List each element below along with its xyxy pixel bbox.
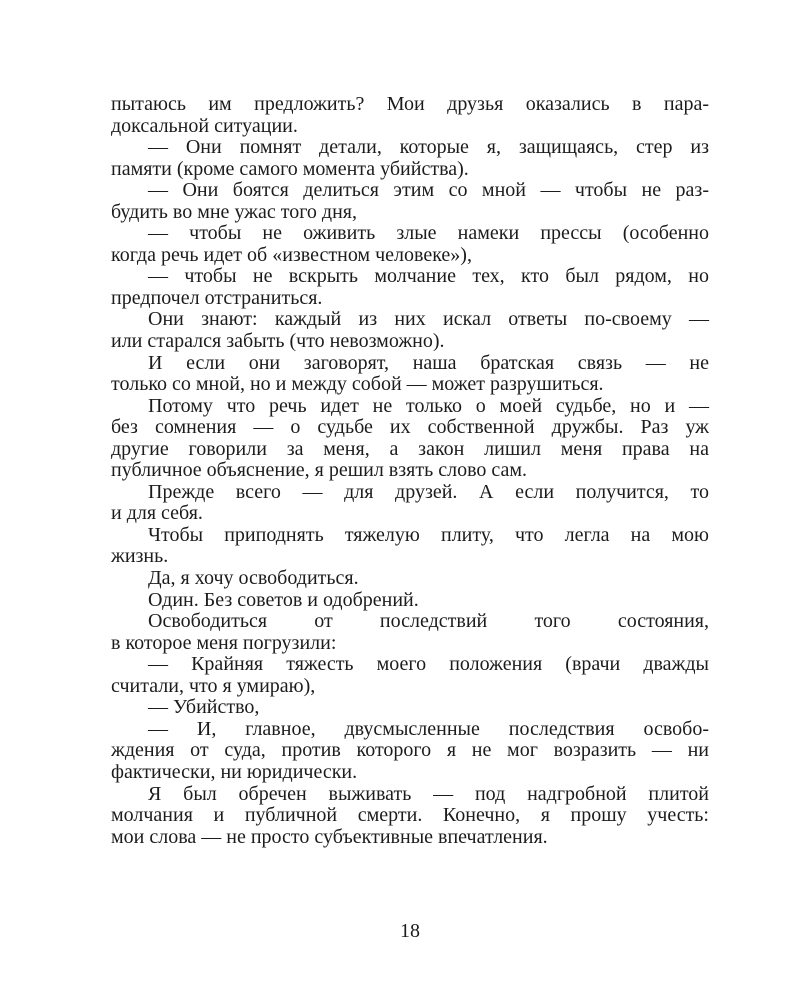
- text-line: — Они боятся делиться этим со мной — чтобы не раз-: [148, 179, 709, 202]
- paragraph: [111, 590, 709, 612]
- text-line: Они знают: каждый из них искал ответы по-своему —: [148, 308, 709, 331]
- paragraph: [111, 784, 709, 849]
- paragraph: [111, 137, 709, 180]
- text-line: или старался забыть (что невозможно).: [111, 330, 445, 353]
- text-line: в которое меня погрузили:: [111, 631, 337, 654]
- text-line: Потому что речь идет не только о моей судьбе, но и —: [148, 394, 709, 417]
- text-line: Я был обречен выживать — под надгробной плитой: [148, 782, 709, 805]
- paragraph: [111, 309, 709, 352]
- text-line: Освободиться от последствий того состояния,: [148, 610, 709, 633]
- paragraph: [111, 568, 709, 590]
- text-line: мои слова — не просто субъективные впечатления.: [111, 825, 548, 848]
- text-line: ждения от суда, против которого я не мог возразить — ни: [111, 739, 709, 762]
- text-line: Чтобы приподнять тяжелую плиту, что легла на мою: [148, 523, 709, 546]
- text-line: памяти (кроме самого момента убийства).: [111, 157, 469, 180]
- paragraph: [111, 396, 709, 482]
- text-line: пытаюсь им предложить? Мои друзья оказались в пара-: [111, 93, 709, 115]
- text-line: и для себя.: [111, 502, 203, 525]
- text-line: — Крайняя тяжесть моего положения (врачи дважды: [148, 653, 709, 676]
- text-line: считали, что я умираю),: [111, 674, 316, 697]
- text-line: И если они заговорят, наша братская связь — не: [148, 351, 709, 374]
- text-line: фактически, ни юридически.: [111, 760, 358, 783]
- text-line: только со мной, но и между собой — может разрушиться.: [111, 373, 604, 396]
- page-body-text: [111, 94, 709, 848]
- text-line: публичное объяснение, я решил взять слово сам.: [111, 459, 528, 482]
- paragraph: [111, 180, 709, 223]
- text-line: доксальной ситуации.: [111, 114, 298, 137]
- text-line: жизнь.: [111, 545, 169, 568]
- text-line: молчания и публичной смерти. Конечно, я прошу учесть:: [111, 804, 709, 827]
- paragraph: [111, 525, 709, 568]
- paragraph: [111, 654, 709, 697]
- text-line: — Убийство,: [148, 696, 260, 719]
- paragraph: [111, 482, 709, 525]
- page-number: 18: [400, 920, 420, 942]
- paragraph: [111, 719, 709, 784]
- text-line: другие говорили за меня, а закон лишил меня права на: [111, 437, 709, 460]
- text-line: будить во мне ужас того дня,: [111, 200, 358, 223]
- text-line: — Они помнят детали, которые я, защищаясь, стер из: [148, 136, 709, 159]
- paragraph: [111, 611, 709, 654]
- text-line: без сомнения — о судьбе их собственной дружбы. Раз уж: [111, 416, 709, 439]
- text-line: Прежде всего — для друзей. А если получится, то: [148, 480, 709, 503]
- paragraph: [111, 697, 709, 719]
- paragraph: [111, 266, 709, 309]
- text-line: Да, я хочу освободиться.: [148, 567, 359, 590]
- paragraph: [111, 94, 709, 137]
- text-line: — чтобы не оживить злые намеки прессы (особенно: [148, 222, 709, 245]
- paragraph: [111, 353, 709, 396]
- text-line: — чтобы не вскрыть молчание тех, кто был рядом, но: [148, 265, 709, 288]
- text-line: когда речь идет об «известном человеке»),: [111, 243, 472, 266]
- text-line: Один. Без советов и одобрений.: [148, 588, 419, 611]
- paragraph: [111, 223, 709, 266]
- text-line: — И, главное, двусмысленные последствия освобо-: [148, 717, 709, 740]
- text-line: предпочел отстраниться.: [111, 286, 323, 309]
